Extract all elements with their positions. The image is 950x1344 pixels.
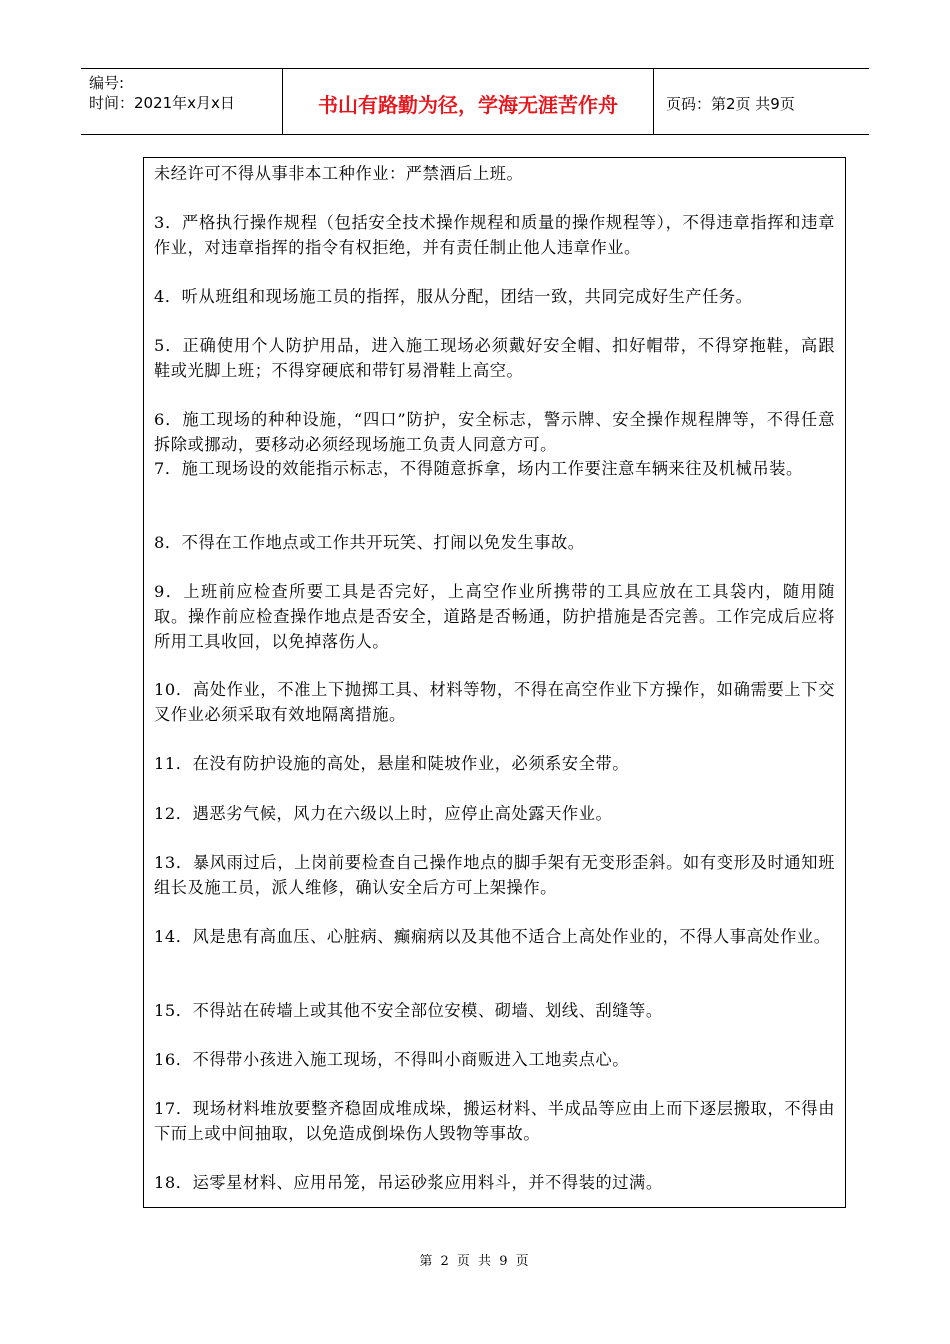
header-page-code: 页码：第2页 共9页 bbox=[666, 95, 795, 113]
paragraph: 14．风是患有高血压、心脏病、癫痫病以及其他不适合上高处作业的，不得人事高处作业。 bbox=[154, 927, 831, 946]
header-motto: 书山有路勤为径，学海无涯苦作舟 bbox=[282, 69, 654, 134]
paragraph: 16．不得带小孩进入施工现场，不得叫小商贩进入工地卖点心。 bbox=[154, 1050, 630, 1069]
paragraph: 7．施工现场设的效能指示标志，不得随意拆拿，场内工作要注意车辆来往及机械吊装。 bbox=[154, 459, 803, 478]
page-footer: 第 2 页 共 9 页 bbox=[419, 1254, 531, 1269]
paragraph: 未经许可不得从事非本工种作业：严禁酒后上班。 bbox=[154, 164, 524, 183]
paragraph: 18．运零星材料、应用吊笼，吊运砂浆应用料斗，并不得装的过满。 bbox=[154, 1173, 663, 1192]
paragraph: 12．遇恶劣气候，风力在六级以上时，应停止高处露天作业。 bbox=[154, 804, 613, 823]
paragraph: 4．听从班组和现场施工员的指挥，服从分配，团结一致，共同完成好生产任务。 bbox=[154, 287, 753, 306]
paragraph: 8．不得在工作地点或工作共开玩笑、打闹以免发生事故。 bbox=[154, 533, 585, 552]
regulations-content-box bbox=[143, 157, 846, 1208]
paragraph: 15．不得站在砖墙上或其他不安全部位安模、砌墙、划线、刮缝等。 bbox=[154, 1001, 663, 1020]
paragraph: 3．严格执行操作规程（包括安全技术操作规程和质量的操作规程等），不得违章指挥和违章作业，对违章指挥的指令有权拒绝，并有责任制止他人违章作业。 bbox=[154, 213, 835, 257]
paragraph: 6．施工现场的种种设施，“四口”防护，安全标志，警示牌、安全操作规程牌等，不得任意拆除或挪动，要移动必须经现场施工负责人同意方可。 bbox=[154, 410, 835, 454]
document-number-label: 编号: bbox=[89, 74, 125, 92]
paragraph: 17．现场材料堆放要整齐稳固成堆成垛，搬运材料、半成品等应由上而下逐层搬取，不得由下而上或中间抽取，以免造成倒垛伤人毁物等事故。 bbox=[154, 1099, 835, 1143]
paragraph: 5．正确使用个人防护用品，进入施工现场必须戴好安全帽、扣好帽带，不得穿拖鞋，高跟鞋或光脚上班；不得穿硬底和带钉易滑鞋上高空。 bbox=[154, 336, 835, 380]
paragraph: 9．上班前应检查所要工具是否完好，上高空作业所携带的工具应放在工具袋内，随用随取。操作前应检查操作地点是否安全，道路是否畅通，防护措施是否完善。工作完成后应将所用工具收回，以免掉落伤人。 bbox=[154, 582, 835, 651]
paragraph: 13．暴风雨过后，上岗前要检查自己操作地点的脚手架有无变形歪斜。如有变形及时通知班组长及施工员，派人维修，确认安全后方可上架操作。 bbox=[154, 853, 835, 897]
paragraph: 11．在没有防护设施的高处，悬崖和陡坡作业，必须系安全带。 bbox=[154, 754, 630, 773]
document-time-label: 时间：2021年x月x日 bbox=[89, 94, 235, 112]
paragraph: 10．高处作业，不准上下抛掷工具、材料等物，不得在高空作业下方操作，如确需要上下交叉作业必须采取有效地隔离措施。 bbox=[154, 680, 835, 724]
header-meta bbox=[81, 69, 282, 134]
document-header bbox=[81, 68, 869, 135]
